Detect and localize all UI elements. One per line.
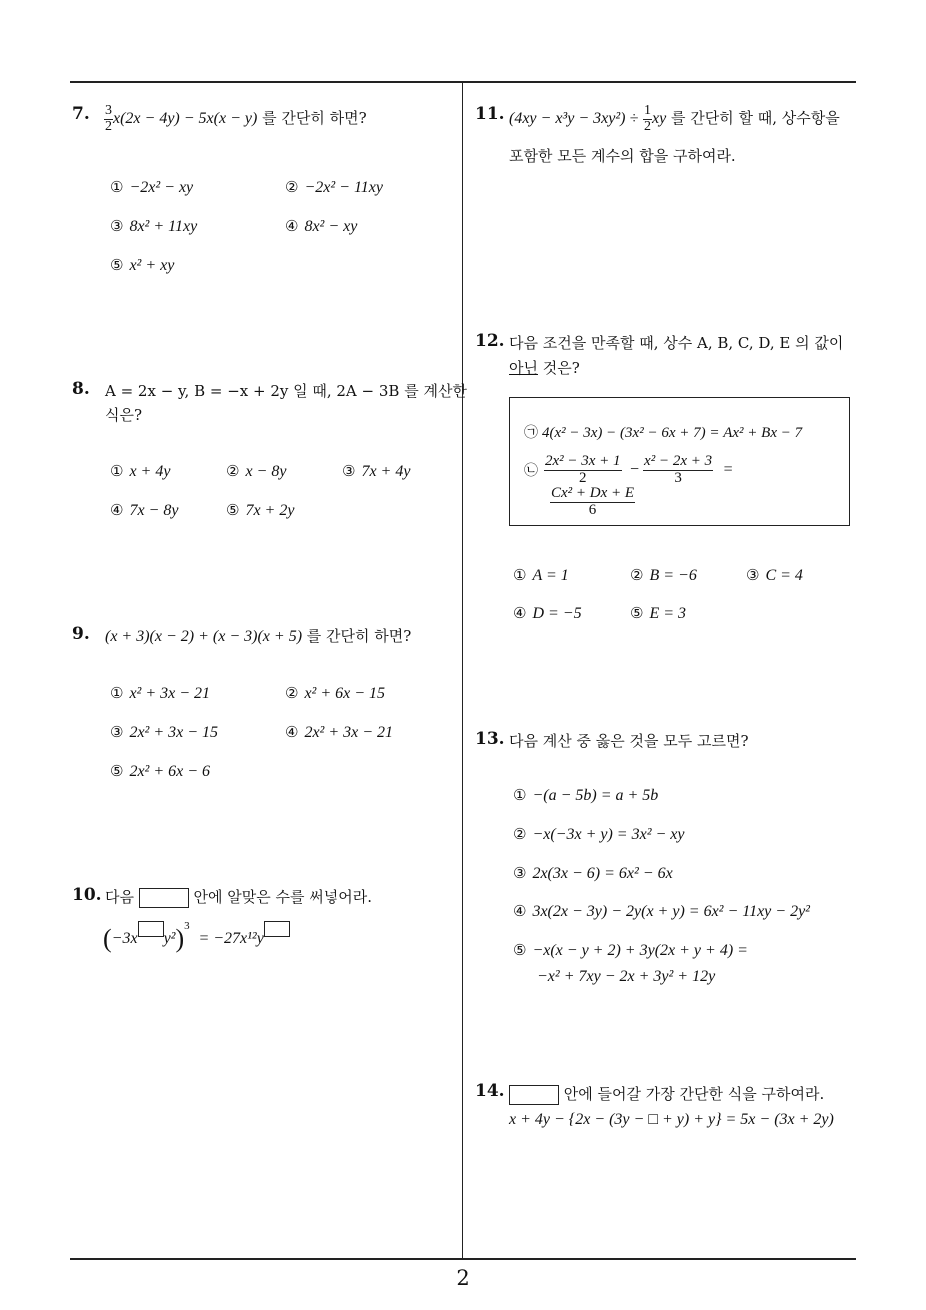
option-5[interactable]: ⑤ E = 3 xyxy=(630,604,687,622)
question-number: 12. xyxy=(475,331,505,351)
option-2[interactable]: ② x² + 6x − 15 xyxy=(285,684,386,702)
question-text: 안에 들어갈 가장 간단한 식을 구하여라. xyxy=(509,1083,824,1105)
question-text-line2: 포함한 모든 계수의 합을 구하여라. xyxy=(509,147,736,165)
question-text: (4xy − x³y − 3xy²) ÷ $\frac{1}{2}$ xy 를 간단히 할 때, 상수항을 xyxy=(509,103,840,134)
option-3[interactable]: ③ 2x² + 3x − 15 xyxy=(110,723,219,741)
condition-1: ㉠ 4(x² − 3x) − (3x² − 6x + 7) = Ax² + Bx − 7 xyxy=(524,425,803,441)
right-paren: ) xyxy=(175,924,185,953)
option-3[interactable]: ③ 8x² + 11xy xyxy=(110,217,198,235)
answer-box-exponent-y[interactable] xyxy=(264,921,290,937)
fraction: $\frac{1}{2}$ xyxy=(644,103,652,134)
option-4[interactable]: ④ 2x² + 3x − 21 xyxy=(285,723,394,741)
expression: (4xy − x³y − 3xy²) ÷ xyxy=(509,110,639,128)
option-1[interactable]: ① −(a − 5b) = a + 5b xyxy=(513,786,659,804)
expression: x(2x − 4y) − 5x(x − y) xyxy=(113,110,258,128)
fraction: $\frac{3}{2}$ xyxy=(105,103,112,134)
question-text xyxy=(104,104,367,134)
bottom-rule xyxy=(70,1258,856,1260)
fraction-3: $\frac{\text{Cx² + Dx + E}}{6}$ xyxy=(551,485,635,518)
option-1[interactable]: ① x + 4y xyxy=(110,462,171,480)
left-paren: ( xyxy=(103,924,112,953)
condition-1-mark: ㉠ xyxy=(524,425,538,441)
option-5[interactable]: ⑤ −x(x − y + 2) + 3y(2x + y + 4) = xyxy=(513,941,748,959)
question-text: 다음 계산 중 옳은 것을 모두 고르면? xyxy=(509,732,749,750)
option-5[interactable]: ⑤ 2x² + 6x − 6 xyxy=(110,762,211,780)
option-5[interactable]: ⑤ 7x + 2y xyxy=(226,501,295,519)
option-1[interactable]: ① −2x² − xy xyxy=(110,178,194,196)
option-1[interactable]: ① x² + 3x − 21 xyxy=(110,684,211,702)
question-number: 8. xyxy=(72,379,90,399)
outer-exponent: 3 xyxy=(184,920,190,932)
question-number: 11. xyxy=(475,104,505,124)
condition-2: ㉡ $\frac{\text{2x² − 3x + 1}}{2}$ − $\frac{\text{x² − 2x + 3}}{3}$ = xyxy=(524,453,733,486)
conditions-box xyxy=(509,397,850,526)
question-text-line2: 식은? xyxy=(105,406,143,424)
option-2[interactable]: ② −x(−3x + y) = 3x² − xy xyxy=(513,825,685,843)
option-3[interactable]: ③ C = 4 xyxy=(746,566,803,584)
option-3[interactable]: ③ 2x(3x − 6) = 6x² − 6x xyxy=(513,864,673,882)
answer-box-exponent-x[interactable] xyxy=(138,921,164,937)
fraction-2: $\frac{\text{x² − 2x + 3}}{3}$ xyxy=(644,453,713,486)
column-divider xyxy=(462,82,463,1259)
prompt: 를 간단히 하면? xyxy=(262,109,367,128)
option-5-line2: −x² + 7xy − 2x + 3y² + 12y xyxy=(537,968,716,985)
question-number: 14. xyxy=(475,1081,505,1101)
question-number: 10. xyxy=(72,885,102,905)
question-text-line2: 아닌 것은? xyxy=(509,359,580,377)
underlined-word: 아닌 xyxy=(509,359,538,377)
prompt: 를 간단히 하면? xyxy=(306,627,412,645)
question-text: 다음 안에 알맞은 수를 써넣어라. xyxy=(105,888,373,906)
option-4[interactable]: ④ 8x² − xy xyxy=(285,217,358,235)
page-number: 2 xyxy=(456,1266,470,1290)
question-number: 13. xyxy=(475,729,505,749)
option-4[interactable]: ④ 7x − 8y xyxy=(110,501,179,519)
question-text xyxy=(105,625,411,646)
answer-box[interactable] xyxy=(509,1085,559,1105)
option-4[interactable]: ④ 3x(2x − 3y) − 2y(x + y) = 6x² − 11xy − 2y² xyxy=(513,902,810,920)
question-text: 다음 조건을 만족할 때, 상수 A, B, C, D, E 의 값이 xyxy=(509,334,844,352)
option-3[interactable]: ③ 7x + 4y xyxy=(342,462,411,480)
expression: (x + 3)(x − 2) + (x − 3)(x + 5) xyxy=(105,628,303,645)
equation: x + 4y − {2x − (3y − □ + y) + y} = 5x − (3x + 2y) xyxy=(509,1111,834,1128)
equation: (−3x y²)$^3$ = −27x¹²y xyxy=(103,920,290,954)
option-2[interactable]: ② B = −6 xyxy=(630,566,697,584)
prompt: 를 간단히 할 때, 상수항을 xyxy=(671,109,840,128)
option-1[interactable]: ① A = 1 xyxy=(513,566,569,584)
question-text: A = 2x − y, B = −x + 2y 일 때, 2A − 3B 를 계산한 xyxy=(105,382,467,400)
fraction-1: $\frac{\text{2x² − 3x + 1}}{2}$ xyxy=(545,453,621,486)
question-number: 9. xyxy=(72,624,90,644)
question-number: 7. xyxy=(72,104,90,124)
option-4[interactable]: ④ D = −5 xyxy=(513,604,582,622)
option-2[interactable]: ② −2x² − 11xy xyxy=(285,178,383,196)
option-5[interactable]: ⑤ x² + xy xyxy=(110,256,175,274)
condition-2-rhs xyxy=(550,486,635,519)
answer-box[interactable] xyxy=(139,888,189,908)
option-2[interactable]: ② x − 8y xyxy=(226,462,287,480)
condition-2-mark: ㉡ xyxy=(524,463,538,480)
